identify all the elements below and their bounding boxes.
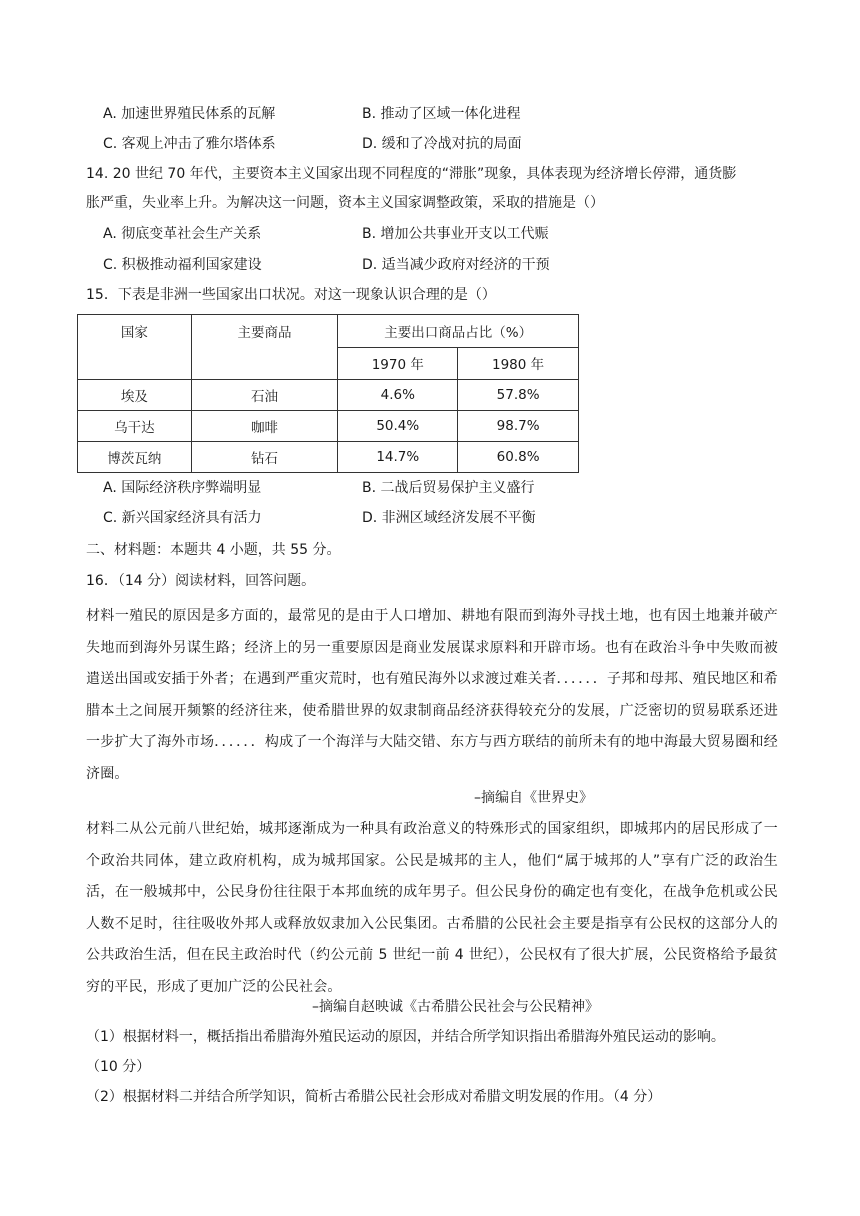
q16-sub1-line1: （1）根据材料一，概括指出希腊海外殖民运动的原因，并结合所学知识指出希腊海外殖民运动的影响。	[86, 1029, 725, 1045]
table-cell-country: 乌干达	[78, 411, 192, 442]
q13-option-d: D. 缓和了冷战对抗的局面	[362, 136, 522, 152]
table-cell-1980: 57.8%	[458, 380, 579, 411]
q14-option-d: D. 适当减少政府对经济的干预	[362, 257, 550, 273]
table-cell-goods: 钻石	[191, 442, 338, 473]
table-cell-goods: 咖啡	[191, 411, 338, 442]
q16-sub2: （2）根据材料二并结合所学知识，简析古希腊公民社会形成对希腊文明发展的作用。（4 分）	[86, 1089, 662, 1105]
table-header-share: 主要出口商品占比（%）	[338, 315, 579, 348]
material-one-source: –摘编自《世界史》	[474, 790, 593, 806]
q15-option-a: A. 国际经济秩序弊端明显	[103, 480, 262, 496]
table-row	[78, 380, 579, 411]
table-cell-1970: 50.4%	[338, 411, 458, 442]
export-table	[77, 314, 579, 473]
table-row	[78, 411, 579, 442]
q14-option-b: B. 增加公共事业开支以工代赈	[362, 226, 549, 242]
q14-stem-line1: 14. 20 世纪 70 年代，主要资本主义国家出现不同程度的“滞胀”现象，具体表现为经济增长停滞，通货膨	[86, 166, 737, 182]
table-header-country: 国家	[78, 315, 192, 380]
table-cell-1980: 60.8%	[458, 442, 579, 473]
table-cell-country: 博茨瓦纳	[78, 442, 192, 473]
table-header-1970: 1970 年	[338, 347, 458, 380]
q15-option-b: B. 二战后贸易保护主义盛行	[362, 480, 535, 496]
q15-option-d: D. 非洲区域经济发展不平衡	[362, 510, 536, 526]
table-cell-1980: 98.7%	[458, 411, 579, 442]
table-cell-goods: 石油	[191, 380, 338, 411]
table-row	[78, 442, 579, 473]
material-one: 材料一殖民的原因是多方面的，最常见的是由于人口增加、耕地有限而到海外寻找土地，也有因土地兼并破产失地而到海外另谋生路；经济上的另一重要原因是商业发展谋求原料和开辟市场。也有在政治斗争中失败而被遣送出国或安插于外者；在遇到严重灾荒时，也有殖民海外以求渡过难关者．．．．．．子邦和母邦、殖民地区和希腊本土之间展开频繁的经济往来，使希腊世界的奴隶制商品经济获得较充分的发展，广泛密切的贸易联系还进一步扩大了海外市场．．．．．．构成了一个海洋与大陆交错、东方与西方联结的前所未有的地中海最大贸易圈和经济圈。	[86, 608, 778, 782]
table-header-1980: 1980 年	[458, 347, 579, 380]
material-two-source: –摘编自赵映诚《古希腊公民社会与公民精神》	[312, 999, 599, 1015]
q14-stem-line2: 胀严重，失业率上升。为解决这一问题，资本主义国家调整政策，采取的措施是（）	[86, 195, 604, 211]
table-header-goods: 主要商品	[191, 315, 338, 380]
table-cell-1970: 14.7%	[338, 442, 458, 473]
q14-option-a: A. 彻底变革社会生产关系	[103, 226, 262, 242]
table-cell-country: 埃及	[78, 380, 192, 411]
q14-option-c: C. 积极推动福利国家建设	[103, 257, 262, 273]
q13-option-b: B. 推动了区域一体化进程	[362, 106, 521, 122]
q15-option-c: C. 新兴国家经济具有活力	[103, 510, 262, 526]
q13-option-c: C. 客观上冲击了雅尔塔体系	[103, 136, 276, 152]
q13-option-a: A. 加速世界殖民体系的瓦解	[103, 106, 276, 122]
section-heading: 二、材料题：本题共 4 小题，共 55 分。	[86, 542, 341, 558]
q16-sub1-line2: （10 分）	[86, 1059, 151, 1075]
q16-stem: 16．（14 分）阅读材料，回答问题。	[86, 573, 316, 589]
table-cell-1970: 4.6%	[338, 380, 458, 411]
q15-stem: 15．下表是非洲一些国家出口状况。对这一现象认识合理的是（）	[86, 287, 496, 303]
material-two: 材料二从公元前八世纪始，城邦逐渐成为一种具有政治意义的特殊形式的国家组织，即城邦内的居民形成了一个政治共同体，建立政府机构，成为城邦国家。公民是城邦的主人，他们“属于城邦的人”享有广泛的政治生活，在一般城邦中，公民身份往往限于本邦血统的成年男子。但公民身份的确定也有变化，在战争危机或公民人数不足时，往往吸收外邦人或释放奴隶加入公民集团。古希腊的公民社会主要是指享有公民权的这部分人的公共政治生活，但在民主政治时代（约公元前 5 世纪一前 4 世纪），公民权有了很大扩展，公民资格给予最贫穷的平民，形成了更加广泛的公民社会。	[86, 821, 778, 995]
